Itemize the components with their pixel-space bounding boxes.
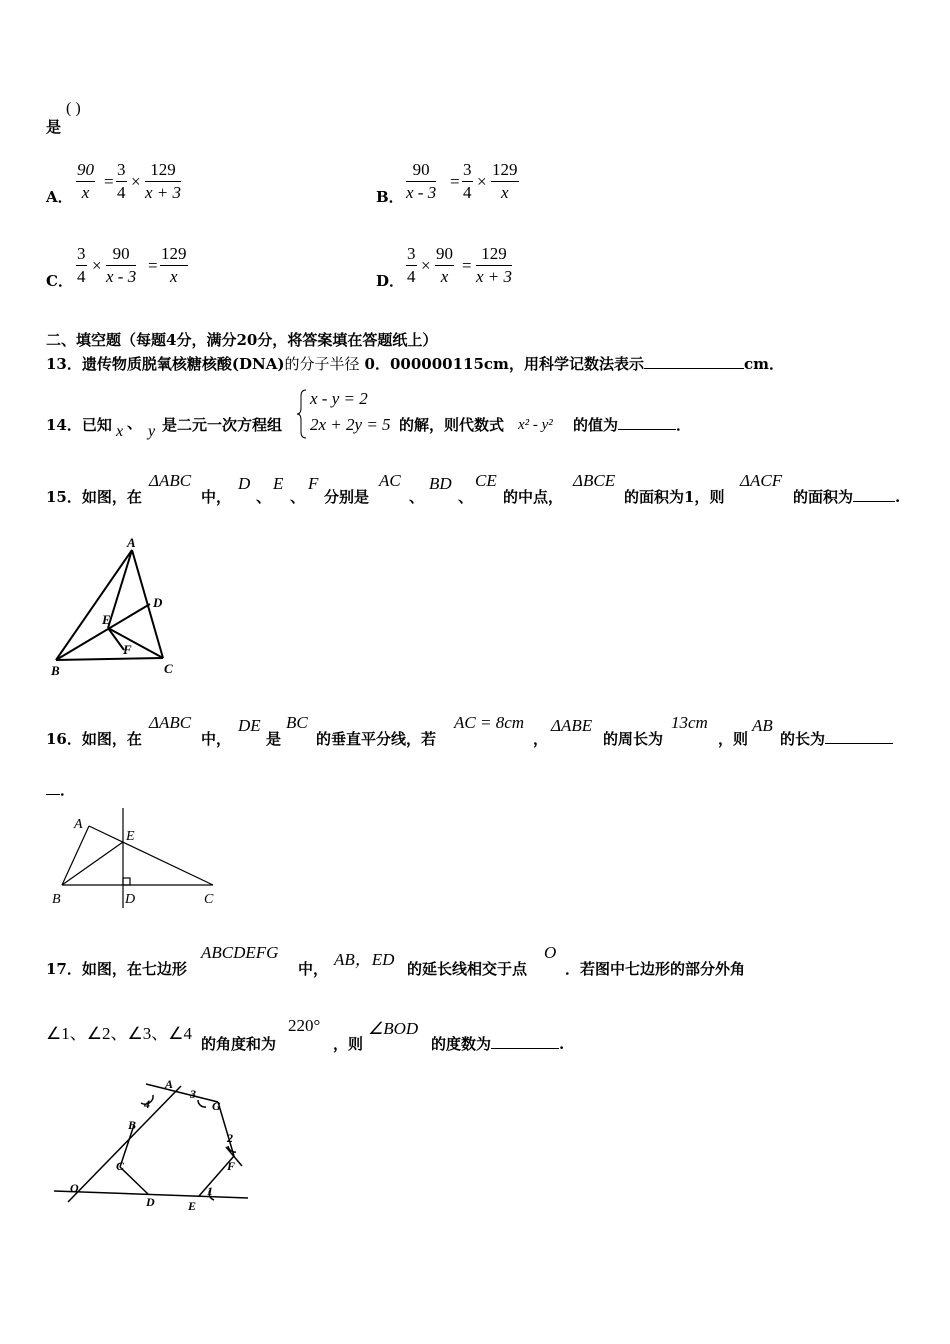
label-b: B <box>52 892 61 907</box>
q14-text2: 的解，则代数式 <box>399 416 505 434</box>
question-13: 13．遗传物质脱氧核糖核酸(DNA)的分子半径 0．000000115cm，用科学记数法表示 cm． <box>46 355 784 373</box>
tri-abc: ΔABC <box>149 713 192 732</box>
times-sign: × <box>477 172 487 191</box>
fraction: $\frac{3}{4}$ <box>407 244 416 286</box>
label-4: 4 <box>144 1097 150 1111</box>
label-2: 2 <box>227 1131 233 1145</box>
point-e: E <box>273 474 284 493</box>
ac-length: AC = 8cm <box>454 713 525 732</box>
brace-icon <box>296 388 308 440</box>
q17-zhong: 中， <box>298 960 329 978</box>
separator: 、 <box>458 488 474 506</box>
seg-bc: BC <box>286 713 308 732</box>
equals-sign: = <box>450 172 460 191</box>
q14-text1: 是二元一次方程组 <box>162 416 283 434</box>
fraction: $\frac{129}{x + 3}$ <box>145 160 182 202</box>
times-sign: × <box>421 256 431 275</box>
answer-blank[interactable] <box>853 501 895 502</box>
figure-q17 <box>46 1072 256 1212</box>
answer-blank[interactable] <box>644 368 744 369</box>
fraction: $\frac{3}{4}$ <box>117 160 126 202</box>
seg-ac: AC <box>379 471 401 490</box>
label-3: 3 <box>190 1087 196 1101</box>
tri-bce: ΔBCE <box>573 471 616 490</box>
degree-value: 220° <box>288 1016 321 1035</box>
var-x: x <box>116 423 124 440</box>
label-g: G <box>212 1099 221 1113</box>
equals-sign: = <box>148 256 158 275</box>
q15-area: 的面积为1，则 <box>624 488 725 506</box>
equation-2: 2x + 2y = 5 <box>310 415 391 434</box>
q15-zhong: 中， <box>201 488 232 506</box>
option-label: B． <box>376 188 404 206</box>
var-y: y <box>148 423 156 440</box>
label-e: E <box>188 1199 197 1212</box>
lines-ab-ed: AB，ED <box>334 950 395 969</box>
answer-blank[interactable] <box>825 743 893 744</box>
fraction: $\frac{129}{x}$ <box>161 244 187 286</box>
q12-tail: 是 <box>46 118 62 136</box>
label-c: C <box>164 661 173 676</box>
answer-blank[interactable] <box>618 429 676 430</box>
label-e: E <box>126 829 135 844</box>
seg-ce: CE <box>475 471 497 490</box>
separator: 、 <box>127 414 143 432</box>
angles-list: ∠1、∠2、∠3、∠4 <box>46 1024 192 1043</box>
question-14-prefix: 14．已知 <box>46 416 112 434</box>
q15-ask: 的面积为 . <box>793 488 901 506</box>
fraction: $\frac{3}{4}$ <box>463 160 472 202</box>
times-sign: × <box>131 172 141 191</box>
q16-perp: 的垂直平分线，若 <box>316 730 437 748</box>
tri-abe: ΔABE <box>551 716 593 735</box>
fraction: $\frac{90}{x - 3}$ <box>106 244 137 286</box>
label-c: C <box>116 1159 125 1173</box>
label-c: C <box>204 892 214 907</box>
seg-bd: BD <box>429 474 452 493</box>
fraction: $\frac{3}{4}$ <box>77 244 86 286</box>
q15-mid: 的中点， <box>503 488 564 506</box>
equals-sign: = <box>462 256 472 275</box>
q17-ze: ，则 <box>333 1035 364 1053</box>
q16-zhong: 中， <box>201 730 232 748</box>
q16-perim: 的周长为 <box>603 730 664 748</box>
label-e: E <box>102 612 111 627</box>
label-b: B <box>128 1118 137 1132</box>
separator: 、 <box>256 488 272 506</box>
label-a: A <box>74 817 83 832</box>
q17-ask: 的度数为 . <box>431 1035 565 1053</box>
fraction: $\frac{90}{x}$ <box>77 160 94 202</box>
polygon-name: ABCDEFG <box>201 943 279 962</box>
answer-blank-cont[interactable] <box>46 794 60 795</box>
fraction: $\frac{90}{x - 3}$ <box>406 160 437 202</box>
fraction: $\frac{129}{x}$ <box>492 160 518 202</box>
point-o: O <box>544 943 557 962</box>
tri-acf: ΔACF <box>740 471 783 490</box>
q16-ask: 的长为 <box>780 728 893 749</box>
point-d: D <box>238 474 251 493</box>
fraction: $\frac{129}{x + 3}$ <box>476 244 513 286</box>
separator: 、 <box>290 488 306 506</box>
seg-ab: AB <box>752 716 773 735</box>
point-f: F <box>308 474 319 493</box>
figure-q16 <box>46 806 226 910</box>
option-label: D． <box>376 272 405 290</box>
fraction: $\frac{90}{x}$ <box>436 244 453 286</box>
option-label: C． <box>46 272 73 290</box>
q14-text3: 的值为 ． <box>573 416 692 434</box>
q17-prefix: 17．如图，在七边形 <box>46 960 187 978</box>
q16-shi: 是 <box>266 730 282 748</box>
q15-prefix: 15．如图，在 <box>46 488 142 506</box>
label-d: D <box>125 892 136 907</box>
q16-ze: ，则 <box>718 730 749 748</box>
equals-sign: = <box>104 172 114 191</box>
q15-fen: 分别是 <box>324 488 370 506</box>
label-a: A <box>165 1077 174 1091</box>
comma: ， <box>533 730 549 748</box>
figure-q15 <box>46 532 196 682</box>
tri-abc: ΔABC <box>149 471 192 490</box>
label-o: O <box>70 1181 79 1195</box>
q17-ext: 的延长线相交于点 <box>407 960 528 978</box>
section-heading: 二、填空题（每题4分，满分20分，将答案填在答题纸上） <box>46 331 438 349</box>
times-sign: × <box>92 256 102 275</box>
label-a: A <box>127 535 136 550</box>
angle-bod: ∠BOD <box>368 1019 419 1038</box>
expression: x² - y² <box>518 417 553 433</box>
q12-paren: ( ) <box>66 100 81 117</box>
label-f: F <box>123 642 132 657</box>
label-d: D <box>153 595 163 610</box>
q16-prefix: 16．如图，在 <box>46 730 142 748</box>
label-1: 1 <box>207 1184 213 1198</box>
label-f: F <box>227 1159 236 1173</box>
seg-de: DE <box>238 716 261 735</box>
answer-blank[interactable] <box>491 1048 559 1049</box>
perimeter-value: 13cm <box>671 713 708 732</box>
label-d: D <box>146 1195 155 1209</box>
label-b: B <box>51 663 60 678</box>
equation-1: x - y = 2 <box>310 389 368 408</box>
q17-sum: 的角度和为 <box>201 1035 277 1053</box>
q16-tail: ． <box>46 779 75 800</box>
option-label: A． <box>46 188 73 206</box>
q17-text2: ．若图中七边形的部分外角 <box>565 960 746 978</box>
separator: 、 <box>409 488 425 506</box>
